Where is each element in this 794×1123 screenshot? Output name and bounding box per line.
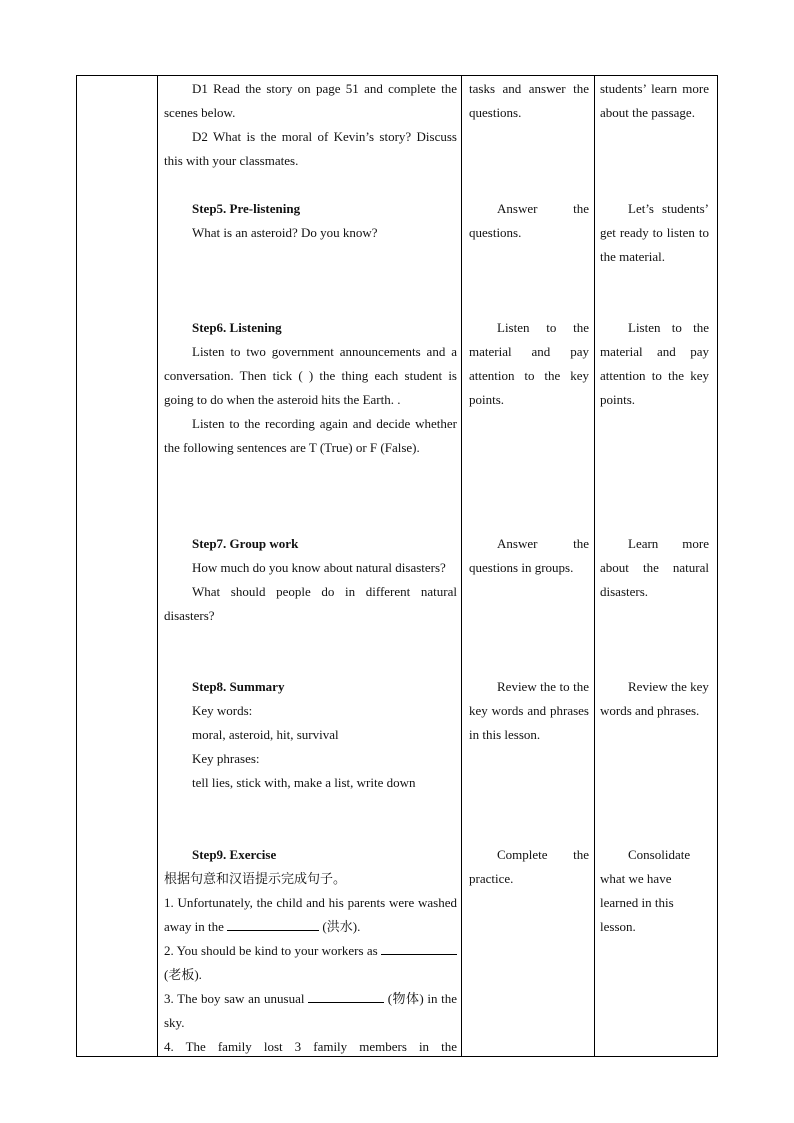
column-divider	[594, 76, 595, 1056]
exercise-item-2	[164, 939, 457, 987]
answer-blank	[227, 916, 319, 931]
key-words-label: Key words:	[192, 703, 253, 718]
step9-title: Step9. Exercise	[192, 847, 277, 862]
exercise-item-1	[164, 891, 457, 939]
step7-student-activity: Answer the questions in groups.	[469, 536, 589, 575]
step6-content	[164, 316, 457, 460]
d-section-student-activity: tasks and answer the questions.	[469, 81, 589, 120]
step5-content	[164, 197, 457, 245]
step8-purpose: Review the key words and phrases.	[600, 679, 709, 718]
step7-purpose: Learn more about the natural disasters.	[600, 536, 709, 599]
exercise-instruction: 根据句意和汉语提示完成句子。	[164, 871, 347, 886]
step8-content	[164, 675, 457, 795]
exercise-1-text: 1. Unfortunately, the child and his parents were washed away in the	[164, 895, 457, 934]
column-divider	[157, 76, 158, 1056]
step6-title: Step6. Listening	[192, 320, 282, 335]
step6-task1: Listen to two government announcements and a conversation. Then tick ( ) the thing each student is going to do when the asteroid hits the Earth. .	[164, 344, 457, 407]
exercise-item-3	[164, 987, 457, 1035]
key-phrases-label: Key phrases:	[192, 751, 260, 766]
d1-text: D1 Read the story on page 51 and complete the scenes below.	[164, 81, 457, 120]
d-section-purpose: students’ learn more about the passage.	[600, 81, 709, 120]
step9-content	[164, 843, 457, 1059]
step8-title: Step8. Summary	[192, 679, 285, 694]
d-section-content	[164, 77, 457, 173]
step5-title: Step5. Pre-listening	[192, 201, 301, 216]
d2-text: D2 What is the moral of Kevin’s story? Discuss this with your classmates.	[164, 129, 457, 168]
step7-question1: How much do you know about natural disasters?	[192, 560, 446, 575]
exercise-3-hint: (物体) in the sky.	[164, 991, 457, 1030]
key-phrases: tell lies, stick with, make a list, write down	[192, 775, 416, 790]
step6-purpose: Listen to the material and pay attention to the key points.	[600, 320, 709, 407]
step9-student-activity: Complete the practice.	[469, 847, 589, 886]
key-words: moral, asteroid, hit, survival	[192, 727, 339, 742]
step5-student-activity: Answer the questions.	[469, 201, 589, 240]
lesson-plan-table	[76, 75, 718, 1057]
step5-purpose: Let’s students’ get ready to listen to the material.	[600, 201, 709, 264]
exercise-1-hint: (洪水).	[319, 919, 361, 934]
step9-purpose: Consolidate what we have learned in this lesson.	[600, 847, 691, 934]
exercise-2-text: 2. You should be kind to your workers as	[164, 943, 381, 958]
step8-student-activity: Review the to the key words and phrases in this lesson.	[469, 679, 589, 742]
exercise-2-hint: (老板).	[164, 967, 202, 982]
exercise-item-4: 4. The family lost 3 family members in the	[164, 1039, 457, 1054]
step7-question2: What should people do in different natural disasters?	[164, 584, 457, 623]
step6-task2: Listen to the recording again and decide whether the following sentences are T (True) or F (False).	[164, 416, 457, 455]
answer-blank	[308, 988, 384, 1003]
step7-content	[164, 532, 457, 628]
exercise-3-text: 3. The boy saw an unusual	[164, 991, 309, 1006]
column-divider	[461, 76, 462, 1056]
answer-blank	[381, 940, 457, 955]
step5-question: What is an asteroid? Do you know?	[192, 225, 378, 240]
step6-student-activity: Listen to the material and pay attention to the key points.	[469, 320, 589, 407]
step7-title: Step7. Group work	[192, 536, 299, 551]
